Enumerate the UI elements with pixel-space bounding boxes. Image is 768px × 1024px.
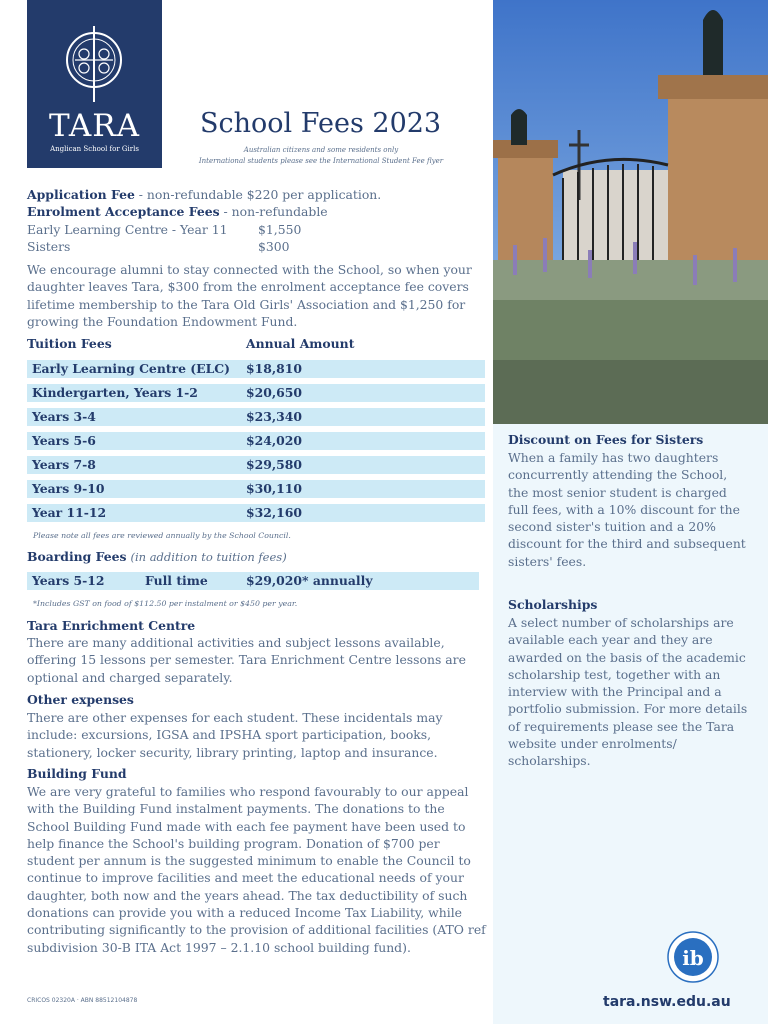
- enrolment-item-label: Early Learning Centre - Year 11: [27, 222, 228, 237]
- enrolment-fee-line: [27, 203, 487, 220]
- tuition-row-label: Years 9-10: [32, 481, 105, 496]
- website-link[interactable]: tara.nsw.edu.au: [603, 994, 731, 1010]
- tuition-row-label: Kindergarten, Years 1-2: [32, 385, 198, 400]
- crest-icon: [61, 26, 127, 102]
- ib-letters: ib: [682, 946, 704, 970]
- sisters-discount-heading: Discount on Fees for Sisters: [508, 432, 704, 447]
- tuition-row-label: Years 3-4: [32, 409, 96, 424]
- tuition-row: [27, 480, 485, 498]
- enrolment-item-amount: $300: [258, 239, 290, 254]
- tuition-row: [27, 360, 485, 378]
- tuition-row-amount: $29,580: [246, 457, 303, 472]
- scholarships-paragraph: A select number of scholarships are available each year and they are awarded on the basis of the academic scholarship test, together with an interview with the Principal and a portfolio submission. For more details of requirements please see the Tara website under enrolments/ scholarships.: [508, 615, 748, 769]
- application-fee-label: Application Fee: [27, 187, 135, 202]
- boarding-label: Boarding Fees: [27, 549, 127, 564]
- building-fund-paragraph: We are very grateful to families who respond favourably to our appeal with the Building Fund instalment payments. The donations to the School Building Fund made with each fee payment have been used to help finance the School's building program. Donation of $700 per student per annum is the suggested minimum to enable the Council to continue to improve facilities and meet the educational needs of your daughter, both now and the years ahead. The tax deductibility of such donations can provide you with a reduced Income Tax Liability, while contributing significantly to the provision of additional facilities (ATO ref subdivision 30-B ITA Act 1997 – 2.1.10 school building fund).: [27, 784, 486, 955]
- scholarships-heading: Scholarships: [508, 597, 598, 612]
- tuition-row-amount: $23,340: [246, 409, 303, 424]
- boarding-amount: $29,020* annually: [246, 573, 373, 588]
- tuition-row-amount: $30,110: [246, 481, 303, 496]
- gst-note: *Includes GST on food of $112.50 per instalment or $450 per year.: [33, 599, 298, 608]
- cricos-abn-ref: CRICOS 02320A · ABN 88512104878: [27, 997, 138, 1004]
- fees-review-note: Please note all fees are reviewed annually by the School Council.: [33, 531, 291, 540]
- ib-world-school-logo: [666, 930, 720, 984]
- sisters-discount-paragraph: When a family has two daughters concurrently attending the School, the most senior student is charged full fees, with a 10% discount for the second sister's tuition and a 20% discount for the third and subsequent sisters' fees.: [508, 450, 746, 569]
- tuition-row: [27, 432, 485, 450]
- tuition-row: [27, 408, 485, 426]
- enrolment-fee-text: - non-refundable: [219, 204, 328, 219]
- tuition-row-amount: $32,160: [246, 505, 303, 520]
- tuition-row-amount: $24,020: [246, 433, 303, 448]
- tuition-row-label: Year 11-12: [32, 505, 107, 520]
- tuition-row-label: Early Learning Centre (ELC): [32, 361, 231, 376]
- logo-wordmark: TARA: [48, 108, 141, 144]
- boarding-row: [27, 572, 479, 590]
- application-fee-line: [27, 186, 487, 203]
- boarding-heading: [27, 548, 287, 566]
- other-expenses-heading: Other expenses: [27, 692, 134, 707]
- amount-col-header: Annual Amount: [246, 336, 355, 351]
- tuition-row-label: Years 5-6: [32, 433, 96, 448]
- other-expenses-paragraph: There are other expenses for each student. These incidentals may include: excursions, IGSA and IPSHA sport participation, books, stationery, locker security, library printing, laptop and insurance.: [27, 710, 443, 760]
- boarding-sub: (in addition to tuition fees): [130, 550, 287, 564]
- tuition-row-label: Years 7-8: [32, 457, 96, 472]
- enrichment-paragraph: There are many additional activities and subject lessons available, offering 15 lessons per semester. Tara Enrichment Centre lessons are optional and charged separately.: [27, 635, 466, 685]
- enrolment-item-label: Sisters: [27, 239, 71, 254]
- tuition-row-amount: $20,650: [246, 385, 303, 400]
- boarding-type: Full time: [145, 573, 208, 588]
- logo-subtitle: Anglican School for Girls: [50, 145, 139, 153]
- page-title: School Fees 2023: [200, 108, 442, 139]
- tuition-row: [27, 504, 485, 522]
- enrolment-fee-label: Enrolment Acceptance Fees: [27, 204, 220, 219]
- tuition-row: [27, 456, 485, 474]
- boarding-years: Years 5-12: [32, 573, 105, 588]
- enrolment-item-amount: $1,550: [258, 222, 302, 237]
- tuition-row-amount: $18,810: [246, 361, 303, 376]
- school-gate-photo: [493, 0, 768, 424]
- alumni-paragraph: We encourage alumni to stay connected with the School, so when your daughter leaves Tara, $300 from the enrolment acceptance fee covers lifetime membership to the Tara Old Girls' Association and $1,250 for growing the Foundation Endowment Fund.: [27, 262, 472, 329]
- eligibility-note: Australian citizens and some residents only: [243, 146, 399, 154]
- international-note: International students please see the International Student Fee flyer: [198, 157, 444, 165]
- tuition-col-header: Tuition Fees: [27, 336, 112, 351]
- building-fund-heading: Building Fund: [27, 766, 127, 781]
- enrichment-heading: Tara Enrichment Centre: [27, 618, 196, 633]
- application-fee-text: - non-refundable $220 per application.: [134, 187, 382, 202]
- school-logo: [27, 0, 162, 168]
- tuition-table-header: [27, 335, 485, 353]
- tuition-row: [27, 384, 485, 402]
